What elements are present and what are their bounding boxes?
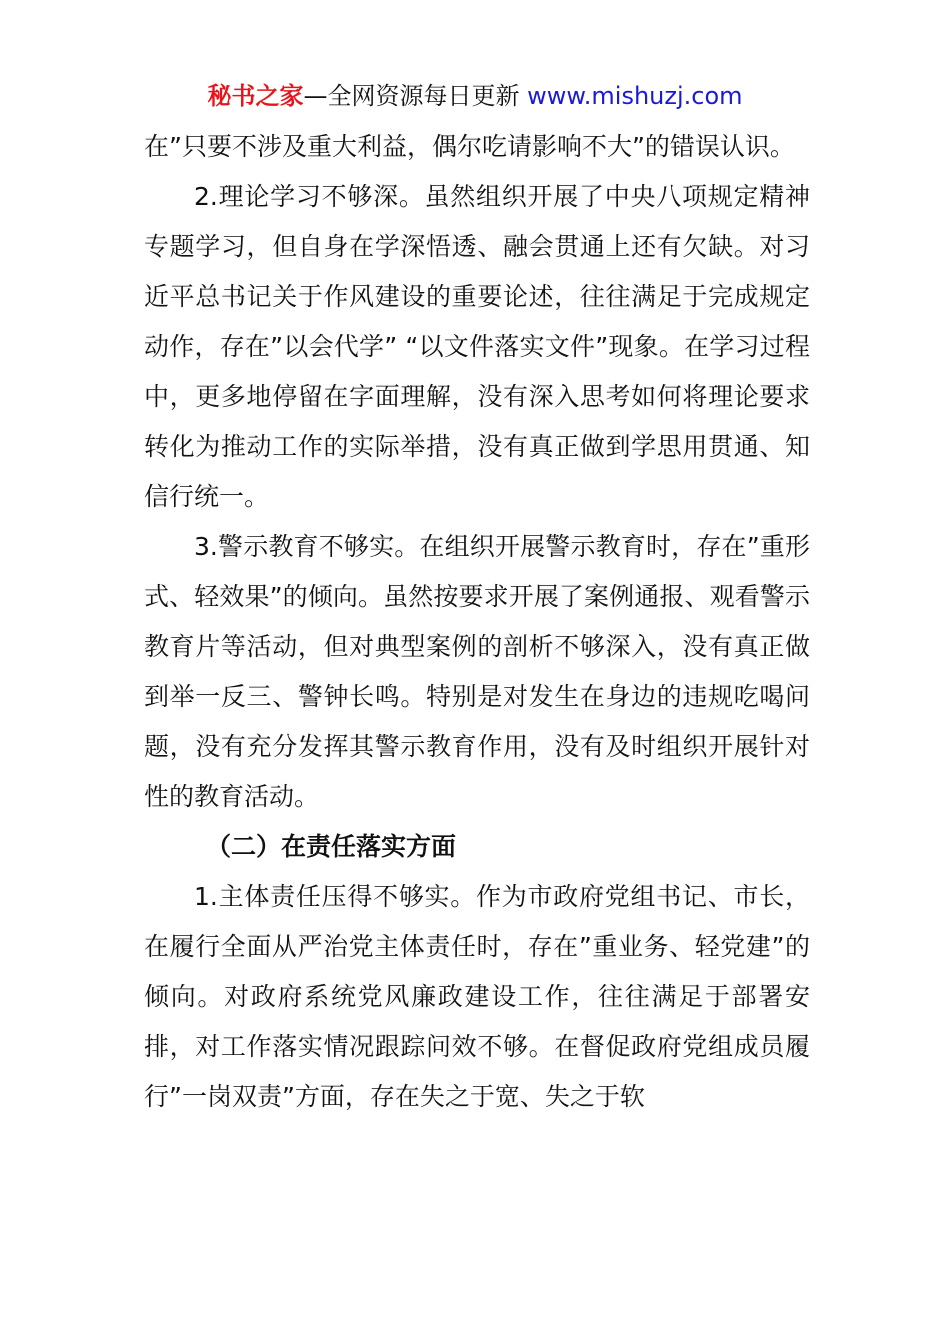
paragraph-main-responsibility: 1.主体责任压得不够实。作为市政府党组书记、市长，在履行全面从严治党主体责任时，存在”重业务、轻党建”的倾向。对政府系统党风廉政建设工作，往往满足于部署安排，对工作落实情况跟踪问效不够。在督促政府党组成员履行”一岗双责”方面，存在失之于宽、失之于软 [144, 882, 810, 1111]
paragraph-continuation: 在”只要不涉及重大利益，偶尔吃请影响不大”的错误认识。 [144, 132, 795, 161]
brand-name: 秘书之家 [207, 82, 304, 110]
paragraph-theory-study: 2.理论学习不够深。虽然组织开展了中央八项规定精神专题学习，但自身在学深悟透、融会贯通上还有欠缺。对习近平总书记关于作风建设的重要论述，往往满足于完成规定动作，存在”以会代学” “以文件落实文件”现象。在学习过程中，更多地停留在字面理解，没有深入思考如何将理论要求转化为推动工作的实际举措，没有真正做到学思用贯通、知信行统一。 [144, 182, 810, 511]
paragraph-warning-education: 3.警示教育不够实。在组织开展警示教育时，存在”重形式、轻效果”的倾向。虽然按要求开展了案例通报、观看警示教育片等活动，但对典型案例的剖析不够深入，没有真正做到举一反三、警钟长鸣。特别是对发生在身边的违规吃喝问题，没有充分发挥其警示教育作用，没有及时组织开展针对性的教育活动。 [144, 532, 810, 811]
site-url-link[interactable]: www.mishuzj.com [527, 82, 743, 110]
section-heading-responsibility: （二）在责任落实方面 [206, 832, 457, 861]
page-header [0, 80, 950, 112]
document-body [144, 122, 810, 1122]
header-tagline: —全网资源每日更新 [303, 82, 528, 110]
